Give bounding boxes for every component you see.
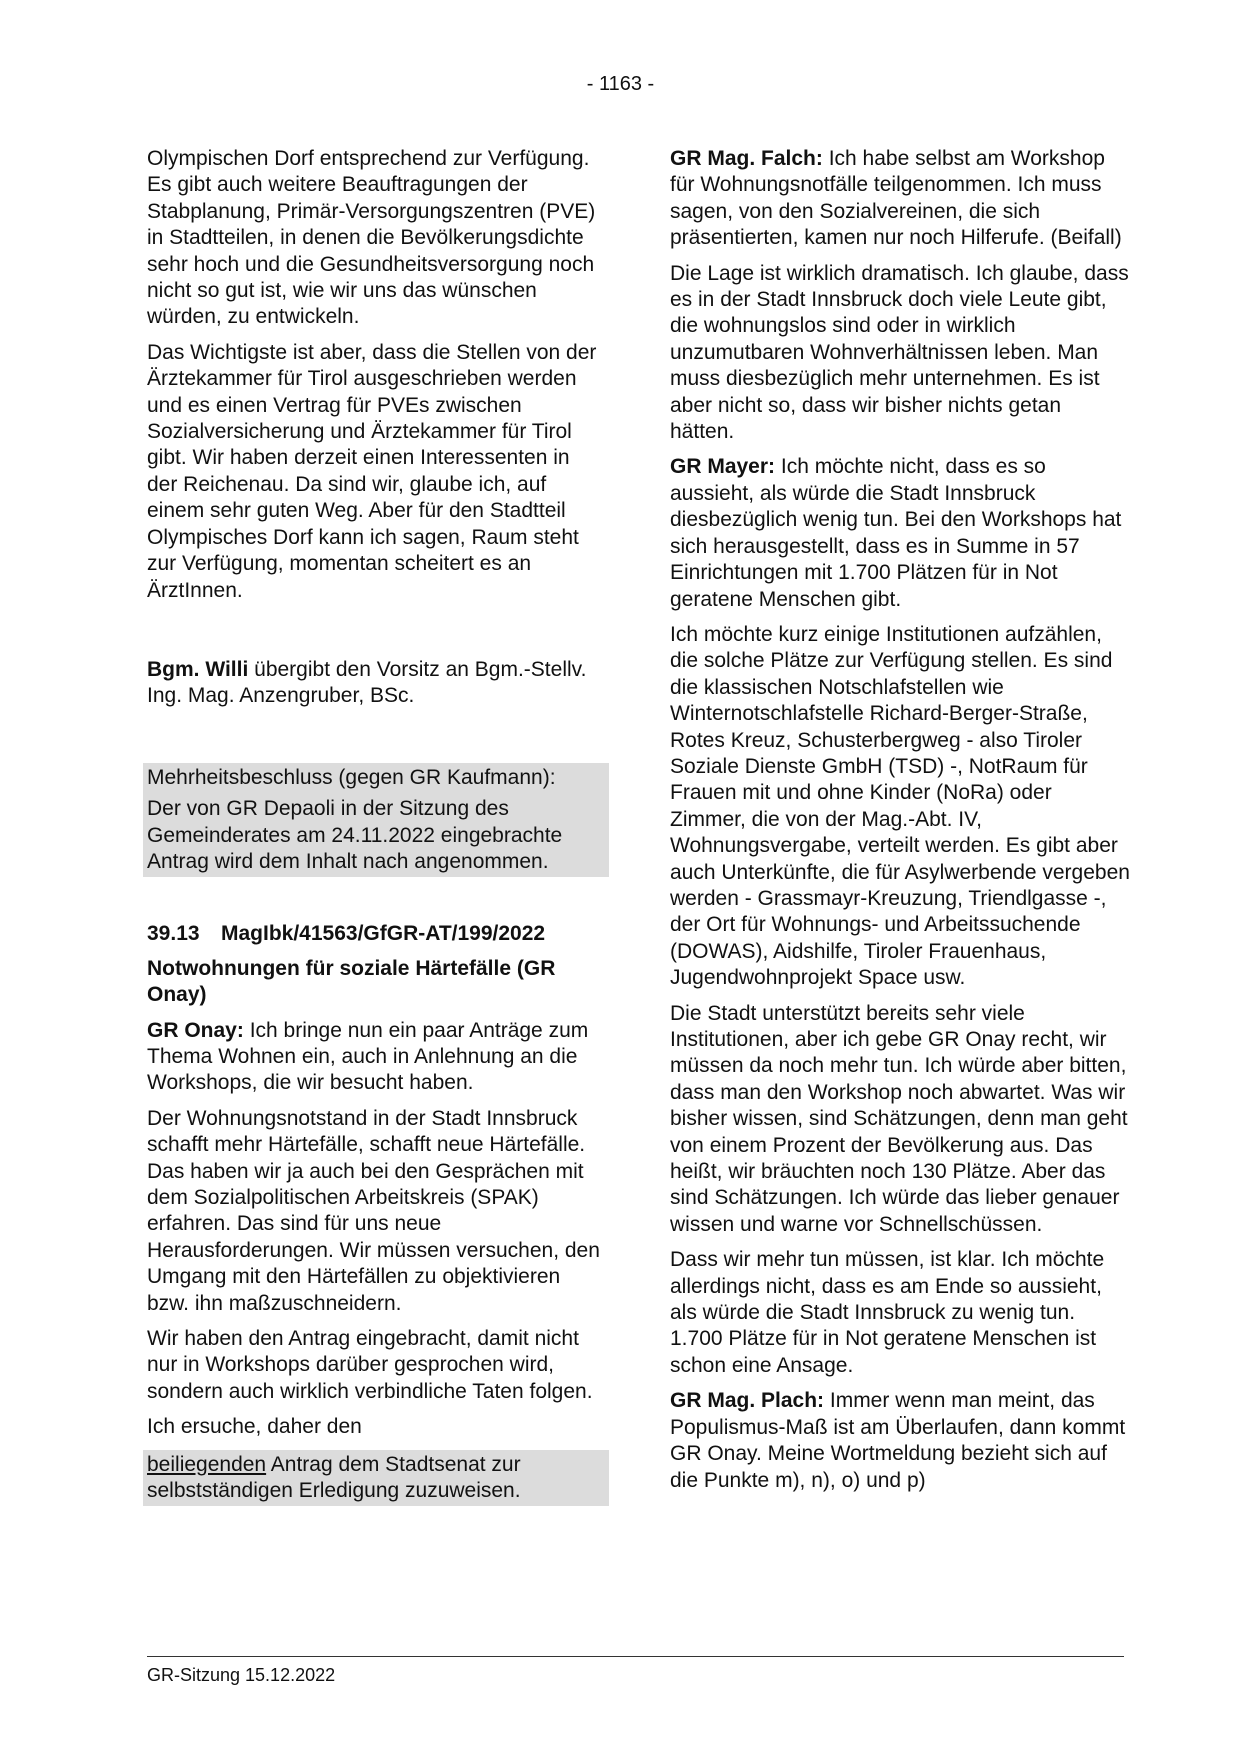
paragraph: Die Lage ist wirklich dramatisch. Ich glaube, dass es in der Stadt Innsbruck doch viele Leute gibt, die wohnungslos sind oder in wirklich unzumutbaren Wohnverhältnissen leben. Man muss diesbezüglich mehr unternehmen. Es ist aber nicht so, dass wir bisher nichts getan hätten. bbox=[670, 261, 1129, 444]
motion-box bbox=[143, 1450, 609, 1507]
agenda-item-subject: Notwohnungen für soziale Härtefälle (GR Onay) bbox=[147, 956, 556, 1007]
motion-rest: Antrag dem Stadtsenat zur selbstständigen Erledigung zuzuweisen. bbox=[147, 1452, 521, 1503]
paragraph: Das Wichtigste ist aber, dass die Stellen von der Ärztekammer für Tirol ausgeschrieben werden und es einen Vertrag für PVEs zwischen Sozialversicherung und Ärztekammer für Tirol gibt. Wir haben derzeit einen Interessenten in der Reichenau. Da sind wir, glaube ich, auf einem sehr guten Weg. Aber für den Stadtteil Olympisches Dorf kann ich sagen, Raum steht zur Verfügung, momentan scheitert es an ÄrztInnen. bbox=[147, 340, 597, 602]
paragraph: Der Wohnungsnotstand in der Stadt Innsbruck schafft mehr Härtefälle, schafft neue Härtefälle. Das haben wir ja auch bei den Gesprächen mit dem Sozialpolitischen Arbeitskreis (SPAK) erfahren. Das sind für uns neue Herausforderungen. Wir müssen versuchen, den Umgang mit den Härtefällen zu objektivieren bzw. ihn maßzuschneidern. bbox=[147, 1106, 600, 1315]
agenda-item-number: 39.13 bbox=[147, 922, 200, 946]
paragraph: Olympischen Dorf entsprechend zur Verfügung. Es gibt auch weitere Beauftragungen der Stabplanung, Primär-Versorgungszentren (PVE) in Stadtteilen, in denen die Bevölkerungsdichte sehr hoch und die Gesundheitsversorgung noch nicht so gut ist, wie wir uns das wünschen würden, zu entwickeln. bbox=[147, 147, 596, 329]
agenda-item-heading bbox=[147, 921, 605, 947]
speech-paragraph bbox=[670, 454, 1130, 612]
resolution-text: Der von GR Depaoli in der Sitzung des Gemeinderates am 24.11.2022 eingebrachte Antrag wird dem Inhalt nach angenommen. bbox=[147, 797, 563, 873]
resolution-box bbox=[143, 763, 609, 878]
right-column bbox=[670, 146, 1130, 1503]
motion-text bbox=[147, 1452, 605, 1505]
speaker-name: GR Mayer: bbox=[670, 455, 776, 479]
speaker-name: GR Onay: bbox=[147, 1018, 244, 1042]
paragraph: Dass wir mehr tun müssen, ist klar. Ich möchte allerdings nicht, dass es am Ende so aussieht, als würde die Stadt Innsbruck zu wenig tun. 1.700 Plätze für in Not geratene Menschen ist schon eine Ansage. bbox=[670, 1248, 1105, 1377]
agenda-item-reference: MagIbk/41563/GfGR-AT/199/2022 bbox=[221, 922, 546, 946]
footer-session-date: GR-Sitzung 15.12.2022 bbox=[147, 1665, 336, 1685]
paragraph: Wir haben den Antrag eingebracht, damit nicht nur in Workshops darüber gesprochen wird, sondern auch wirklich verbindliche Taten folgen. bbox=[147, 1327, 593, 1403]
paragraph-text: Ich habe selbst am Workshop für Wohnungsnotfälle teilgenommen. Ich muss sagen, von den Sozialvereinen, die sich präsentierten, kamen nur noch Hilferufe. (Beifall) bbox=[670, 147, 1122, 250]
paragraph-text: übergibt den Vorsitz an Bgm.-Stellv. Ing. Mag. Anzengruber, BSc. bbox=[147, 657, 587, 708]
speech-paragraph bbox=[670, 1388, 1130, 1494]
paragraph: Ich ersuche, daher den bbox=[147, 1415, 362, 1439]
paragraph-text: Ich bringe nun ein paar Anträge zum Thema Wohnen ein, auch in Anlehnung an die Workshops, die wir besucht haben. bbox=[147, 1018, 589, 1095]
resolution-title: Mehrheitsbeschluss (gegen GR Kaufmann): bbox=[147, 765, 556, 789]
chair-handover-paragraph bbox=[147, 657, 605, 710]
footer-divider bbox=[147, 1656, 1124, 1657]
paragraph-text: Ich möchte nicht, dass es so aussieht, als würde die Stadt Innsbruck diesbezüglich wenig tun. Bei den Workshops hat sich herausgestellt, dass es in Summe in 57 Einrichtungen mit 1.700 Plätzen für in Not geratene Menschen gibt. bbox=[670, 455, 1122, 611]
paragraph: Die Stadt unterstützt bereits sehr viele Institutionen, aber ich gebe GR Onay recht, wir müssen da noch mehr tun. Ich würde aber bitten, dass man den Workshop noch abwartet. Was wir bisher wissen, sind Schätzungen, denn man geht von einem Prozent der Bevölkerung aus. Das heißt, wir bräuchten noch 130 Plätze. Aber das sind Schätzungen. Ich würde das lieber genauer wissen und warne vor Schnellschüssen. bbox=[670, 1001, 1128, 1236]
speaker-name: Bgm. Willi bbox=[147, 657, 249, 681]
paragraph-text: Immer wenn man meint, das Populismus-Maß ist am Überlaufen, dann kommt GR Onay. Meine Wortmeldung bezieht sich auf die Punkte m), n), o) und p) bbox=[670, 1389, 1126, 1492]
speech-paragraph bbox=[147, 1018, 605, 1097]
paragraph: Ich möchte kurz einige Institutionen aufzählen, die solche Plätze zur Verfügung stellen. Es sind die klassischen Notschlafstellen wie Winternotschlafstelle Richard-Berger-Straße, Rotes Kreuz, Schusterbergweg - also Tiroler Soziale Dienste GmbH (TSD) -, NotRaum für Frauen mit und ohne Kinder (NoRa) oder Zimmer, die von der Mag.-Abt. IV, Wohnungsvergabe, verteilt werden. Es gibt aber auch Unterkünfte, die für Asylwerbende vergeben werden - Grassmayr-Kreuzung, Triendlgasse -, der Ort für Wohnungs- und Arbeitssuchende (DOWAS), Aidshilfe, Tiroler Frauenhaus, Jugendwohnprojekt Space usw. bbox=[670, 622, 1130, 990]
speech-paragraph bbox=[670, 146, 1130, 252]
motion-underlined-word: beiliegenden bbox=[147, 1452, 267, 1476]
speaker-name: GR Mag. Plach: bbox=[670, 1389, 825, 1413]
page-number: - 1163 - bbox=[586, 73, 655, 95]
speaker-name: GR Mag. Falch: bbox=[670, 147, 823, 170]
left-column bbox=[147, 146, 605, 1506]
